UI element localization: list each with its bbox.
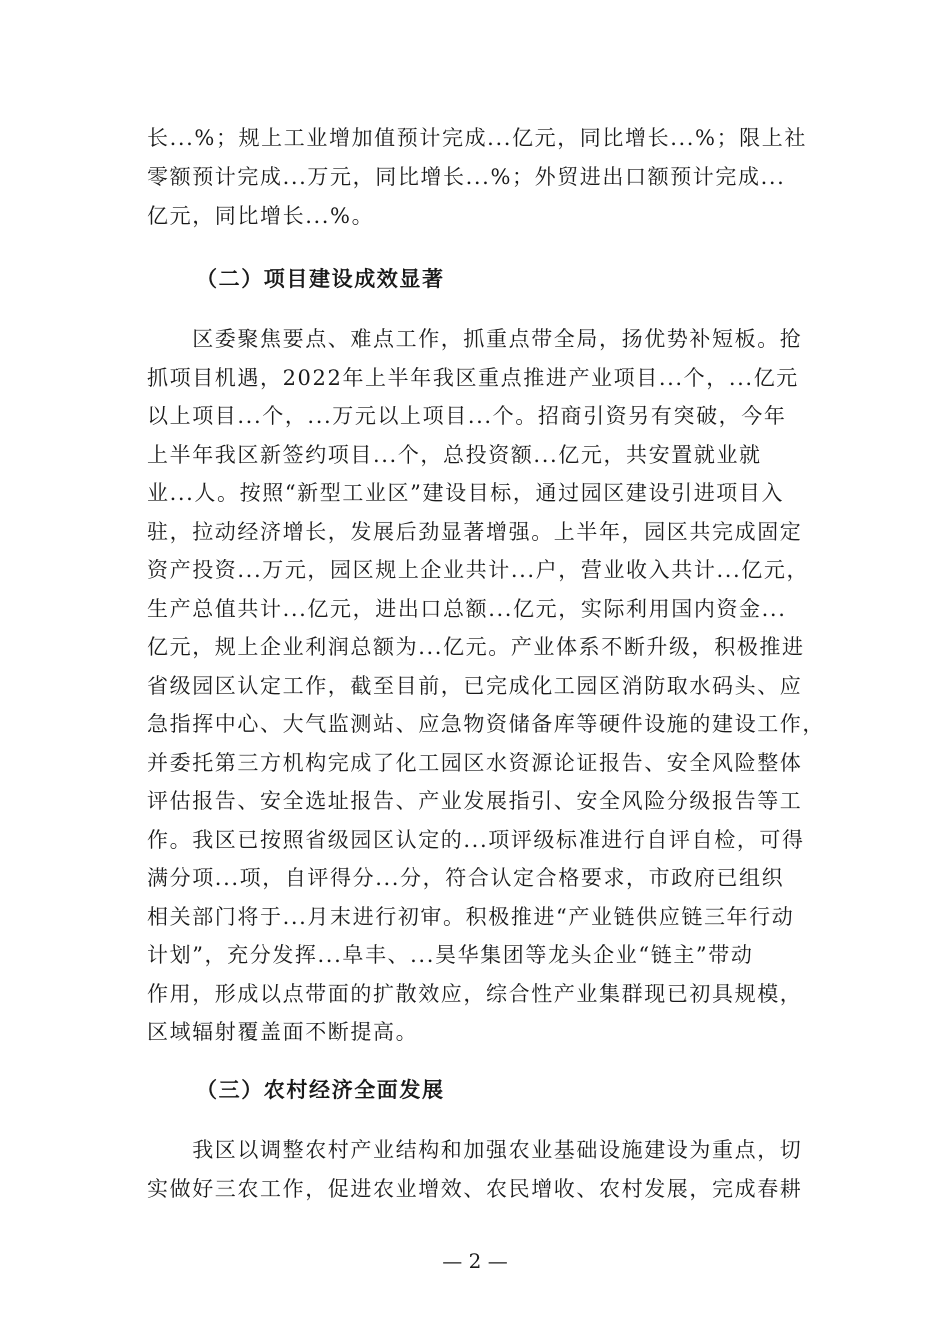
paragraph-line: 亿元，规上企业利润总额为...亿元。产业体系不断升级，积极推进 [147, 635, 805, 659]
intro-line: 亿元，同比增长...%。 [147, 204, 375, 228]
paragraph-line: 驻，拉动经济增长，发展后劲显著增强。上半年，园区共完成固定 [147, 520, 803, 544]
paragraph-line: 相关部门将于...月末进行初审。积极推进“产业链供应链三年行动 [147, 905, 795, 929]
paragraph-line: 生产总值共计...亿元，进出口总额...亿元，实际利用国内资金... [147, 597, 787, 621]
paragraph-line: 作。我区已按照省级园区认定的...项评级标准进行自评自检，可得 [147, 828, 805, 852]
section-heading-2: （二）项目建设成效显著 [196, 267, 445, 291]
intro-line: 长...%；规上工业增加值预计完成...亿元，同比增长...%；限上社 [147, 126, 807, 150]
paragraph-line: 省级园区认定工作，截至目前，已完成化工园区消防取水码头、应 [147, 674, 803, 698]
paragraph-line: 上半年我区新签约项目...个，总投资额...亿元，共安置就业就 [147, 443, 762, 467]
paragraph-line: 资产投资...万元，园区规上企业共计...户，营业收入共计...亿元， [147, 558, 810, 582]
intro-line: 零额预计完成...万元，同比增长...%；外贸进出口额预计完成... [147, 165, 786, 189]
paragraph-line: 我区以调整农村产业结构和加强农业基础设施建设为重点，切 [147, 1138, 803, 1162]
paragraph-line: 并委托第三方机构完成了化工园区水资源论证报告、安全风险整体 [147, 751, 803, 775]
paragraph-line: 计划”，充分发挥...阜丰、...昊华集团等龙头企业“链主”带动 [147, 943, 754, 967]
paragraph-line: 评估报告、安全选址报告、产业发展指引、安全风险分级报告等工 [147, 789, 803, 813]
paragraph-line: 以上项目...个，...万元以上项目...个。招商引资另有突破，今年 [147, 404, 787, 428]
page-number: — 2 — [442, 1249, 508, 1273]
paragraph-line: 区委聚焦要点、难点工作，抓重点带全局，扬优势补短板。抢 [147, 327, 803, 351]
section-heading-3: （三）农村经济全面发展 [196, 1078, 445, 1102]
paragraph-line: 实做好三农工作，促进农业增效、农民增收、农村发展，完成春耕 [147, 1177, 803, 1201]
paragraph-line: 满分项...项，自评得分...分，符合认定合格要求，市政府已组织 [147, 866, 785, 890]
paragraph-line: 急指挥中心、大气监测站、应急物资储备库等硬件设施的建设工作， [147, 712, 825, 736]
paragraph-line: 作用，形成以点带面的扩散效应，综合性产业集群现已初具规模， [147, 982, 803, 1006]
paragraph-line: 抓项目机遇，2022年上半年我区重点推进产业项目...个，...亿元 [147, 366, 799, 390]
paragraph-line: 业...人。按照“新型工业区”建设目标，通过园区建设引进项目入 [147, 481, 785, 505]
paragraph-line: 区域辐射覆盖面不断提高。 [147, 1020, 419, 1044]
